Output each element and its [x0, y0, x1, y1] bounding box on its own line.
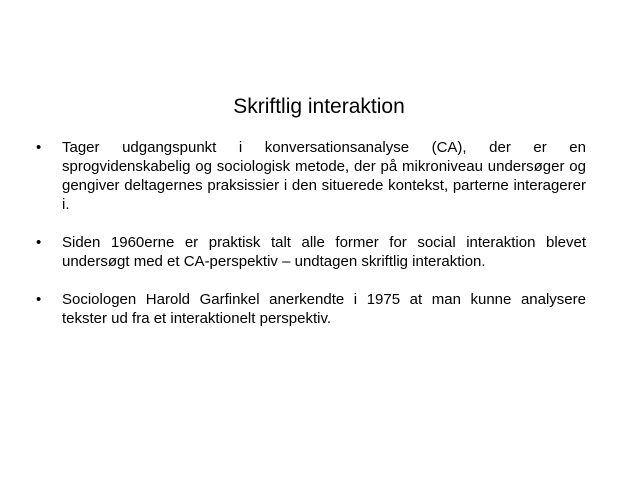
slide-title: Skriftlig interaktion — [233, 95, 405, 118]
bullet-item — [36, 290, 586, 328]
bullet-list — [36, 138, 586, 347]
bullet-icon: • — [36, 234, 42, 251]
bullet-text: Sociologen Harold Garfinkel anerkendte i 1975 at man kunne analysere tekster ud fra et interaktionelt perspektiv. — [62, 291, 586, 327]
bullet-item — [36, 138, 586, 214]
bullet-item — [36, 233, 586, 271]
bullet-icon: • — [36, 139, 42, 156]
bullet-text: Siden 1960erne er praktisk talt alle former for social interaktion blevet undersøgt med et CA-perspektiv – undtagen skriftlig interaktion. — [62, 234, 586, 270]
bullet-icon: • — [36, 291, 42, 308]
bullet-text: Tager udgangspunkt i konversationsanalyse (CA), der er en sprogvidenskabelig og sociologisk metode, der på mikroniveau undersøger og gengiver deltagernes praksissier i den situerede kontekst, parterne interagerer i. — [62, 139, 586, 213]
